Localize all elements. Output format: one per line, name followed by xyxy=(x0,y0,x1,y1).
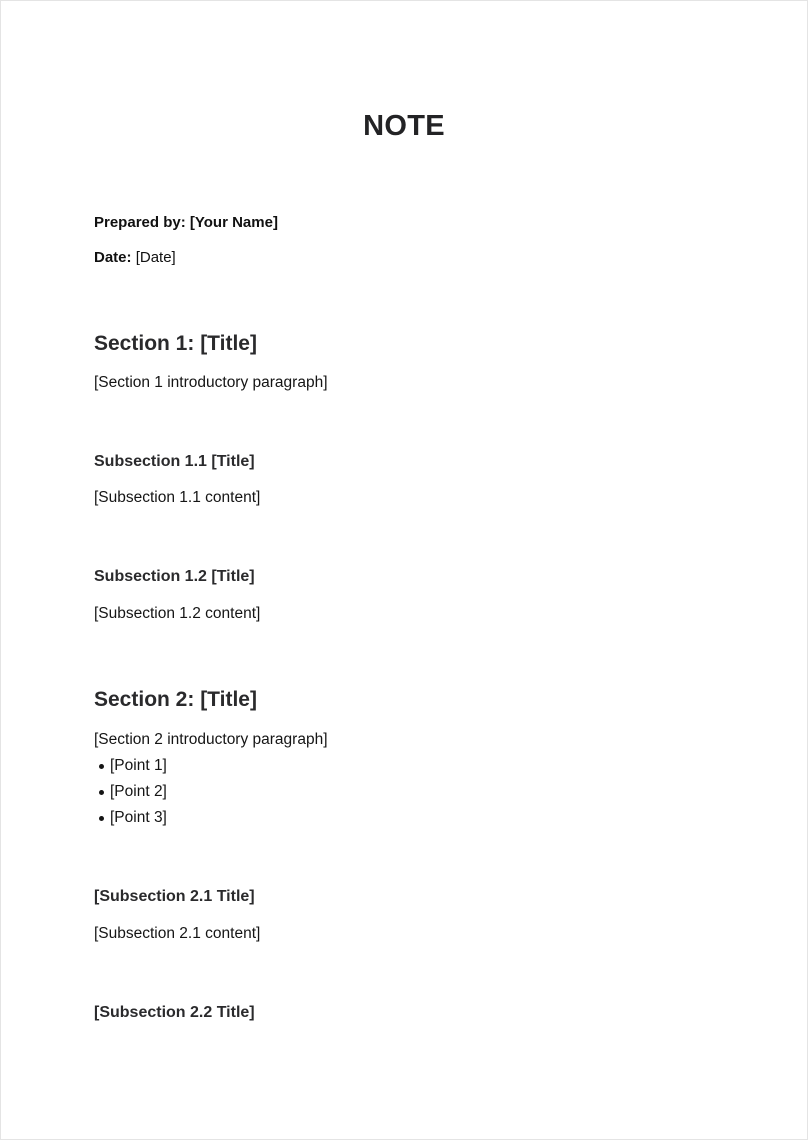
bullet-icon xyxy=(99,816,104,821)
list-item xyxy=(94,779,167,805)
subsection-2-1-content: [Subsection 2.1 content] xyxy=(94,925,261,942)
point-text: [Point 2] xyxy=(110,783,167,800)
bullet-icon xyxy=(99,790,104,795)
list-item xyxy=(94,753,167,779)
section-1-intro: [Section 1 introductory paragraph] xyxy=(94,374,328,391)
subsection-2-2-heading: [Subsection 2.2 Title] xyxy=(94,1004,255,1021)
section-1-heading: Section 1: [Title] xyxy=(94,332,257,355)
section-2-intro: [Section 2 introductory paragraph] xyxy=(94,731,328,748)
date-value: [Date] xyxy=(135,249,176,266)
document-title: NOTE xyxy=(363,110,445,142)
subsection-1-2-content: [Subsection 1.2 content] xyxy=(94,605,261,622)
point-text: [Point 3] xyxy=(110,809,167,826)
prepared-by-line xyxy=(94,213,278,233)
list-item xyxy=(94,805,167,831)
date-label: Date: xyxy=(94,249,132,266)
bullet-icon xyxy=(99,764,104,769)
prepared-by-label: Prepared by: [Your Name] xyxy=(94,214,278,231)
section-2-points-list xyxy=(94,753,167,831)
subsection-1-1-content: [Subsection 1.1 content] xyxy=(94,489,261,506)
subsection-2-1-heading: [Subsection 2.1 Title] xyxy=(94,888,255,905)
subsection-1-2-heading: Subsection 1.2 [Title] xyxy=(94,568,255,585)
point-text: [Point 1] xyxy=(110,757,167,774)
date-line xyxy=(94,248,176,268)
subsection-1-1-heading: Subsection 1.1 [Title] xyxy=(94,453,255,470)
section-2-heading: Section 2: [Title] xyxy=(94,688,257,711)
